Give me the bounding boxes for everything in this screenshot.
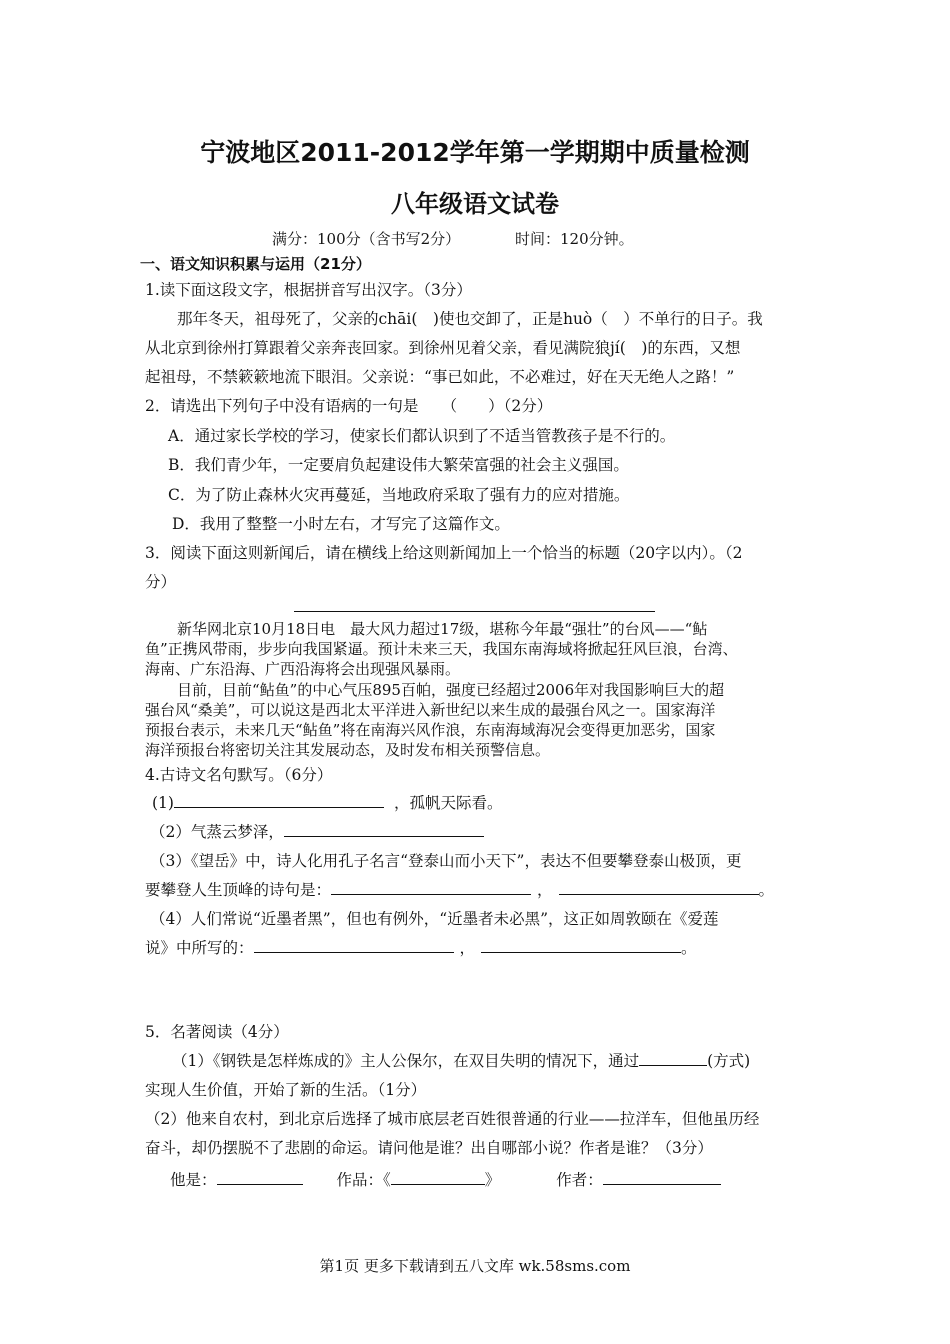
work-close: 》 [484,1171,501,1189]
q4-item4-blank-1[interactable] [254,938,454,953]
comma: ， [459,939,476,957]
q5-prompt: 5．名著阅读（4分） [145,1023,289,1041]
q4-item1 [152,793,502,813]
q1-prompt: 1.读下面这段文字，根据拼音写出汉字。（3分） [145,281,472,299]
q4-prompt: 4.古诗文名句默写。（6分） [145,766,333,784]
q2-option-a: A．通过家长学校的学习，使家长们都认识到了不适当管教孩子是不行的。 [168,427,676,445]
q4-item3-line1: （3）《望岳》中，诗人化用孔子名言“登泰山而小天下”，表达不但要攀登泰山极顶，更 [150,852,742,870]
q4-item1-tail: ，孤帆天际看。 [393,794,503,812]
page-footer: 第1页 更多下载请到五八文库 wk.58sms.com [319,1257,631,1275]
q4-item2 [150,822,484,842]
q1-text-line2: 从北京到徐州打算跟着父亲奔丧回家。到徐州见着父亲，看见满院狼jí( )的东西，又想 [145,339,741,357]
q2-option-d: D．我用了整整一小时左右，才写完了这篇作文。 [172,515,510,533]
section-heading: 一、语文知识积累与运用（21分） [140,255,371,273]
q5-sub1-line2: 实现人生价值，开始了新的生活。（1分） [145,1081,427,1099]
score-info: 满分：100分（含书写2分） [272,230,461,248]
q4-item3-blank-1[interactable] [331,880,531,895]
q3-prompt-line2: 分） [145,573,177,591]
q5-sub1-method: (方式) [707,1052,751,1070]
q3-prompt-line1: 3．阅读下面这则新闻后，请在横线上给这则新闻加上一个恰当的标题（20字以内）。（2 [145,544,743,562]
q1-text-line1: 那年冬天，祖母死了，父亲的chāi( )使也交卸了，正是huò（ ）不单行的日子。我 [177,310,763,328]
news-line: 强台风“桑美”，可以说这是西北太平洋进入新世纪以来生成的最强台风之一。国家海洋 [145,701,716,719]
work-label: 作品：《 [336,1171,391,1189]
q4-item3-line2 [145,880,774,900]
work-blank[interactable] [391,1170,485,1185]
q5-sub1-line1 [172,1051,750,1071]
document-subtitle: 八年级语文试卷 [391,190,559,218]
period: 。 [758,881,775,899]
comma: ， [537,881,553,899]
q4-item2-text: （2）气蒸云梦泽， [150,823,284,841]
time-info: 时间：120分钟。 [515,230,634,248]
q5-answer-row [170,1170,721,1190]
q5-sub1-blank[interactable] [639,1051,707,1066]
q2-option-c: C．为了防止森林火灾再蔓延，当地政府采取了强有力的应对措施。 [168,486,630,504]
author-blank[interactable] [603,1170,721,1185]
q3-title-blank[interactable] [294,611,655,612]
q4-item4-line1: （4）人们常说“近墨者黑”，但也有例外，“近墨者未必黑”，这正如周敦颐在《爱莲 [150,910,719,928]
news-line: 海洋预报台将密切关注其发展动态，及时发布相关预警信息。 [145,741,551,759]
news-line: 预报台表示，未来几天“鲇鱼”将在南海兴风作浪，东南海域海况会变得更加恶劣，国家 [145,721,716,739]
q5-sub1-text: （1）《钢铁是怎样炼成的》主人公保尔，在双目失明的情况下，通过 [172,1052,640,1070]
q4-item4-blank-2[interactable] [481,938,681,953]
news-line: 鱼”正携风带雨，步步向我国紧逼。预计未来三天，我国东南海域将掀起狂风巨浪，台湾、 [145,640,738,658]
he-blank[interactable] [217,1170,303,1185]
he-label: 他是： [170,1171,217,1189]
period: 。 [681,939,697,957]
q4-item2-blank[interactable] [284,822,484,837]
q4-item4-line2 [145,938,697,958]
q5-sub2-line2: 奋斗，却仍摆脱不了悲剧的命运。请问他是谁？出自哪部小说？作者是谁？（3分） [145,1139,713,1157]
news-line: 新华网北京10月18日电 最大风力超过17级，堪称今年最“强壮”的台风——“鲇 [177,620,708,638]
q4-item4-lead: 说》中所写的： [145,939,254,957]
q4-item1-number: (1) [152,794,174,812]
q4-item3-blank-2[interactable] [559,880,759,895]
news-line: 海南、广东沿海、广西沿海将会出现强风暴雨。 [145,660,461,678]
document-title: 宁波地区2011-2012学年第一学期期中质量检测 [200,138,750,167]
q1-text-line3: 起祖母，不禁簌簌地流下眼泪。父亲说：“事已如此，不必难过，好在天无绝人之路！” [145,368,735,386]
q2-option-b: B．我们青少年，一定要肩负起建设伟大繁荣富强的社会主义强国。 [168,456,629,474]
author-label: 作者： [556,1171,603,1189]
q5-sub2-line1: （2）他来自农村，到北京后选择了城市底层老百姓很普通的行业——拉洋车，但他虽历经 [145,1110,760,1128]
q2-prompt: 2．请选出下列句子中没有语病的一句是 （ ）（2分） [145,397,553,415]
q4-item3-lead: 要攀登人生顶峰的诗句是： [145,881,332,899]
q4-item1-blank[interactable] [174,793,384,808]
news-line: 目前，目前“鲇鱼”的中心气压895百帕，强度已经超过2006年对我国影响巨大的超 [177,681,725,699]
